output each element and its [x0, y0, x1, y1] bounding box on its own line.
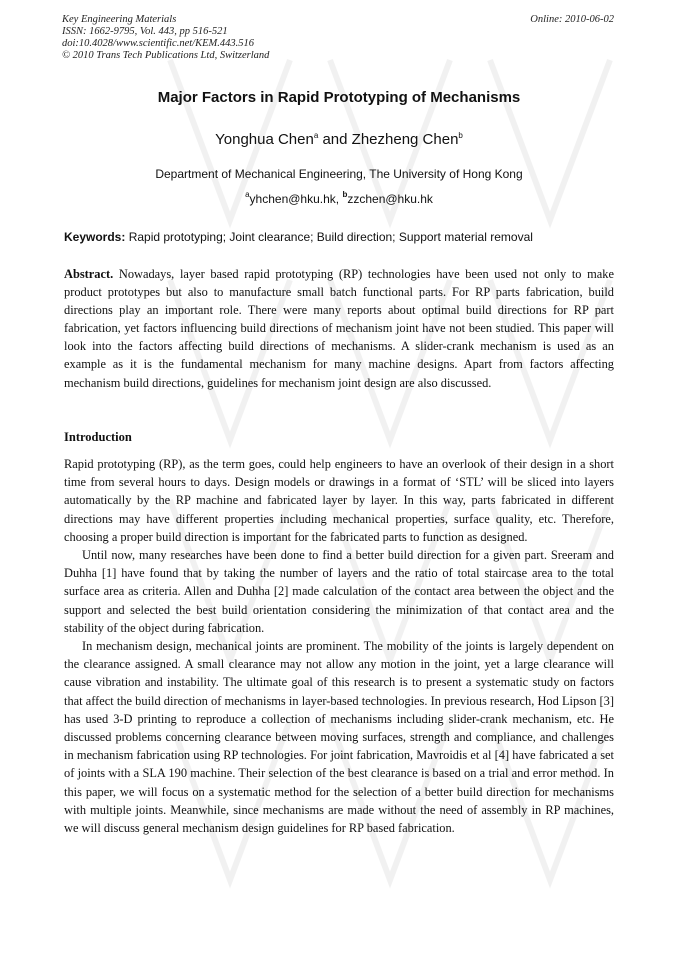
- doi-line: doi:10.4028/www.scientific.net/KEM.443.516: [62, 38, 254, 49]
- email-2: zzchen@hku.hk: [347, 192, 433, 206]
- paper-title: Major Factors in Rapid Prototyping of Mechanisms: [157, 89, 521, 106]
- copyright-line: © 2010 Trans Tech Publications Ltd, Switzerland: [62, 50, 270, 61]
- journal-name: Key Engineering Materials: [62, 14, 177, 25]
- intro-paragraph-3: In mechanism design, mechanical joints are prominent. The mobility of the joints is largely dependent on the clearance assigned. A small clearance may not allow any motion in the joint, yet a large clearance will cause vibration and instability. The ultimate goal of this research is to present a systematic study on factors that affect the build direction of mechanisms in layer-based technologies. In previous research, Hod Lipson [3] has used 3-D printing to reproduce a collection of mechanisms including slider-crank mechanism, etc. He discussed problems concerning clearance between moving surfaces, strength and compliance, and challenges in mechanism fabrication using RP technologies. For joint fabrication, Mavroidis et al [4] have fabricated a set of joints with a SLA 190 machine. Their selection of the best clearance is based on a trial and error method. In this paper, we will focus on a systematic method for the selection of a better build direction for mechanisms with multiple joints. Meanwhile, since mechanisms are made without the need of assembly in RP machines, we will discuss general mechanism design guidelines for RP based fabrication.: [64, 639, 614, 836]
- author-2-name: Zhezheng Chen: [351, 131, 459, 148]
- online-date: Online: 2010-06-02: [530, 14, 614, 25]
- introduction-heading: Introduction: [64, 430, 132, 444]
- intro-paragraph-2: Until now, many researches have been done to find a better build direction for a given part. Sreeram and Duhha [1] have found that by taking the number of layers and the ratio of total staircase area to the total surface area as criteria. Allen and Duhha [2] made calculation of the contact area between the object and the support and selected the best build orientation considering the minimization of that contact area and the stability of the object during fabrication.: [64, 548, 614, 635]
- author-1-marker: a: [313, 131, 319, 140]
- abstract-label: Abstract.: [64, 267, 114, 281]
- intro-paragraph-1: Rapid prototyping (RP), as the term goes, could help engineers to have an overlook of their design in a short time from several hours to days. Design models or drawings in a format of ‘STL’ will be sliced into layers automatically by the RP machine and fabricated layer by layer. In this way, parts fabricated in different directions may have different properties including mechanical properties, surface quality, etc. Therefore, choosing a proper build direction is important for the fabricated parts to function as designed.: [64, 457, 614, 544]
- affiliation: Department of Mechanical Engineering, The University of Hong Kong: [155, 167, 523, 181]
- abstract-text: Nowadays, layer based rapid prototyping (RP) technologies have been used not only to make product prototypes but also to manufacture small batch functional parts. For RP parts fabrication, build directions play an important role. There were many reports about optimal build directions for RP part fabrication, yet factors influencing build directions of mechanism joint have not been studied. This paper will look into the factors affecting build directions of mechanisms. A slider-crank mechanism is used as an example as it is the fundamental mechanism for many machine designs. Apart from factors affecting mechanism build directions, guidelines for mechanism joint design are also discussed.: [64, 267, 614, 390]
- author-connector: and: [318, 131, 352, 148]
- keywords-line: [64, 230, 624, 244]
- keywords-text: Rapid prototyping; Joint clearance; Build direction; Support material removal: [125, 230, 533, 244]
- email-line: [0, 192, 678, 206]
- issn-line: ISSN: 1662-9795, Vol. 443, pp 516-521: [62, 26, 228, 37]
- author-line: [0, 131, 678, 148]
- author-2-marker: b: [458, 131, 463, 140]
- author-1-name: Yonghua Chen: [215, 131, 314, 148]
- introduction-body: [64, 455, 614, 837]
- journal-header: [62, 14, 442, 62]
- email-1: yhchen@hku.hk,: [249, 192, 343, 206]
- keywords-label: Keywords:: [64, 230, 126, 244]
- email-2-marker: b: [342, 190, 348, 199]
- abstract: [64, 265, 614, 392]
- email-1-marker: a: [245, 190, 250, 199]
